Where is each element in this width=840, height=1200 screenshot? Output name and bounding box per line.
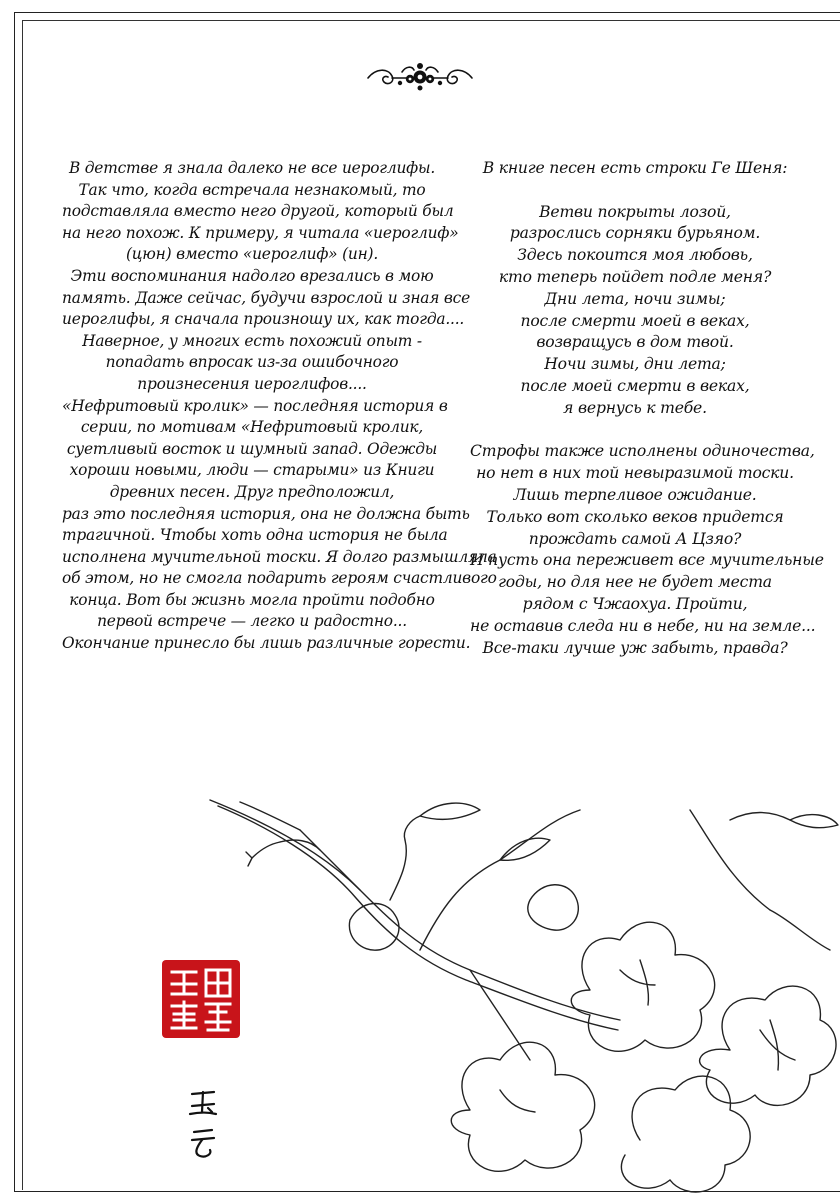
poem-block: [470, 202, 800, 420]
text-line: трагичной. Чтобы хоть одна история не была: [62, 526, 448, 545]
ink-signature: [186, 1084, 220, 1164]
text-line: (цюн) вместо «иероглиф» (ин).: [125, 245, 379, 264]
text-line: И пусть она переживет все мучительные: [470, 551, 824, 570]
text-line: память. Даже сейчас, будучи взрослой и зная все: [62, 288, 470, 307]
poem-line: после смерти моей в веках,: [520, 311, 750, 330]
poem-intro: В книге песен есть строки Ге Шеня:: [482, 159, 788, 177]
poem-line: Ночи зимы, дни лета;: [544, 355, 726, 374]
text-line: подставляла вместо него другой, который был: [62, 202, 454, 221]
text-line: но нет в них той невыразимой тоски.: [476, 464, 794, 483]
poem-line: Дни лета, ночи зимы;: [544, 289, 726, 308]
poem-line: я вернусь к тебе.: [563, 398, 707, 417]
magnolia-branch-illustration: [170, 780, 840, 1200]
poem-line: кто теперь пойдет подле меня?: [498, 267, 772, 286]
text-line: хороши новыми, люди — старыми» из Книги: [69, 461, 435, 480]
text-line: Эти воспоминания надолго врезались в мою: [70, 266, 434, 285]
red-seal-stamp: [160, 958, 242, 1040]
text-line: об этом, но не смогла подарить героям счастливого: [62, 569, 497, 588]
text-line: не оставив следа ни в небе, ни на земле...: [470, 616, 816, 635]
text-line: серии, по мотивам «Нефритовый кролик,: [80, 418, 424, 437]
text-line: «Нефритовый кролик» — последняя история в: [62, 396, 448, 415]
text-line: произнесения иероглифов....: [137, 374, 367, 393]
right-text-column: [470, 158, 824, 659]
poem-line: Ветви покрыты лозой,: [539, 202, 731, 221]
text-line: прождать самой А Цзяо?: [528, 529, 742, 548]
poem-line: после моей смерти в веках,: [520, 376, 750, 395]
flourish-ornament-icon: [362, 58, 478, 94]
text-line: Строфы также исполнены одиночества,: [470, 442, 815, 461]
text-line: суетливый восток и шумный запад. Одежды: [66, 439, 438, 458]
text-line: Лишь терпеливое ожидание.: [513, 485, 757, 504]
text-line: Так что, когда встречала незнакомый, то: [78, 180, 426, 199]
text-line: иероглифы, я сначала произношу их, как тогда....: [62, 310, 465, 329]
text-line: годы, но для нее не будет места: [498, 573, 772, 592]
text-line: Все-таки лучше уж забыть, правда?: [482, 638, 788, 657]
text-line: Наверное, у многих есть похожий опыт -: [82, 331, 422, 350]
poem-line: разрослись сорняки бурьяном.: [509, 224, 761, 243]
text-line: попадать впросак из-за ошибочного: [105, 353, 399, 372]
text-line: Окончание принесло бы лишь различные горести.: [62, 634, 471, 653]
text-line: древних песен. Друг предположил,: [109, 482, 395, 501]
closing-block: [470, 441, 824, 659]
text-line: первой встрече — легко и радостно...: [97, 612, 407, 631]
text-line: Только вот сколько веков придется: [486, 507, 784, 526]
text-line: исполнена мучительной тоски. Я долго размышляла: [62, 547, 497, 566]
poem-line: возвращусь в дом твой.: [536, 333, 734, 352]
text-line: конца. Вот бы жизнь могла пройти подобно: [69, 590, 435, 609]
text-line: В детстве я знала далеко не все иероглифы.: [68, 159, 436, 177]
text-line: на него похож. К примеру, я читала «иероглиф»: [62, 223, 459, 242]
poem-line: Здесь покоится моя любовь,: [517, 246, 753, 265]
text-line: раз это последняя история, она не должна быть: [62, 504, 470, 523]
left-text-column: [62, 158, 497, 655]
text-line: рядом с Чжаохуа. Пройти,: [522, 594, 748, 613]
